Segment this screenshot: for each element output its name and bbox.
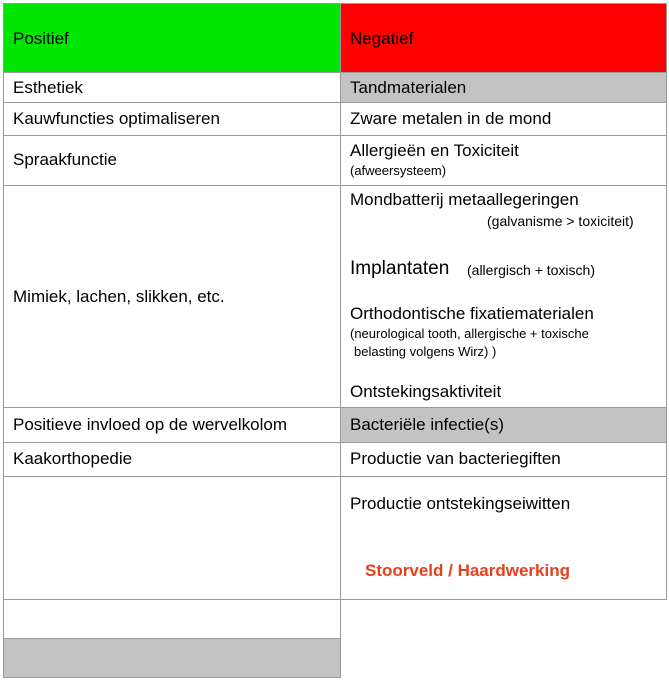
row5-negative-label: Bacteriële infectie(s) (350, 415, 505, 434)
row3-positive-label: Spraakfunctie (13, 150, 117, 169)
row1-negative-label: Tandmaterialen (350, 78, 467, 97)
header-positive-label: Positief (13, 29, 69, 48)
implantaten-label: Implantaten (350, 258, 450, 279)
row2-positive-label: Kauwfuncties optimaliseren (13, 109, 220, 128)
row7-positive-cell (3, 476, 341, 600)
orthodontische-label: Orthodontische fixatiematerialen (350, 304, 594, 323)
row6-positive-label: Kaakorthopedie (13, 449, 133, 468)
row4-positive-label: Mimiek, lachen, slikken, etc. (13, 287, 225, 306)
row5-positive-label: Positieve invloed op de wervelkolom (13, 415, 288, 434)
ontstekingsaktiviteit-label: Ontstekingsaktiviteit (350, 382, 502, 401)
row7-negative-label: Productie ontstekingseiwitten (350, 494, 571, 513)
row6-negative-label: Productie van bacteriegiften (350, 449, 561, 468)
orthodontische-sublabel-1: (neurological tooth, allergische + toxische (350, 326, 589, 341)
row3-negative-label: Allergieën en Toxiciteit (350, 141, 519, 160)
orthodontische-sublabel-2: belasting volgens Wirz) ) (354, 344, 497, 359)
implantaten-sublabel: (allergisch + toxisch) (467, 262, 595, 278)
row3-negative-sublabel: (afweersysteem) (350, 163, 447, 178)
row9-positive-cell (3, 638, 341, 678)
row8-positive-cell (3, 599, 341, 639)
mondbatterij-sublabel: (galvanisme > toxiciteit) (487, 213, 634, 229)
row2-negative-label: Zware metalen in de mond (350, 109, 552, 128)
stoorveld-highlight: Stoorveld / Haardwerking (365, 561, 570, 580)
header-negative-label: Negatief (350, 29, 414, 48)
row1-positive-label: Esthetiek (13, 78, 83, 97)
mondbatterij-label: Mondbatterij metaallegeringen (350, 190, 579, 209)
